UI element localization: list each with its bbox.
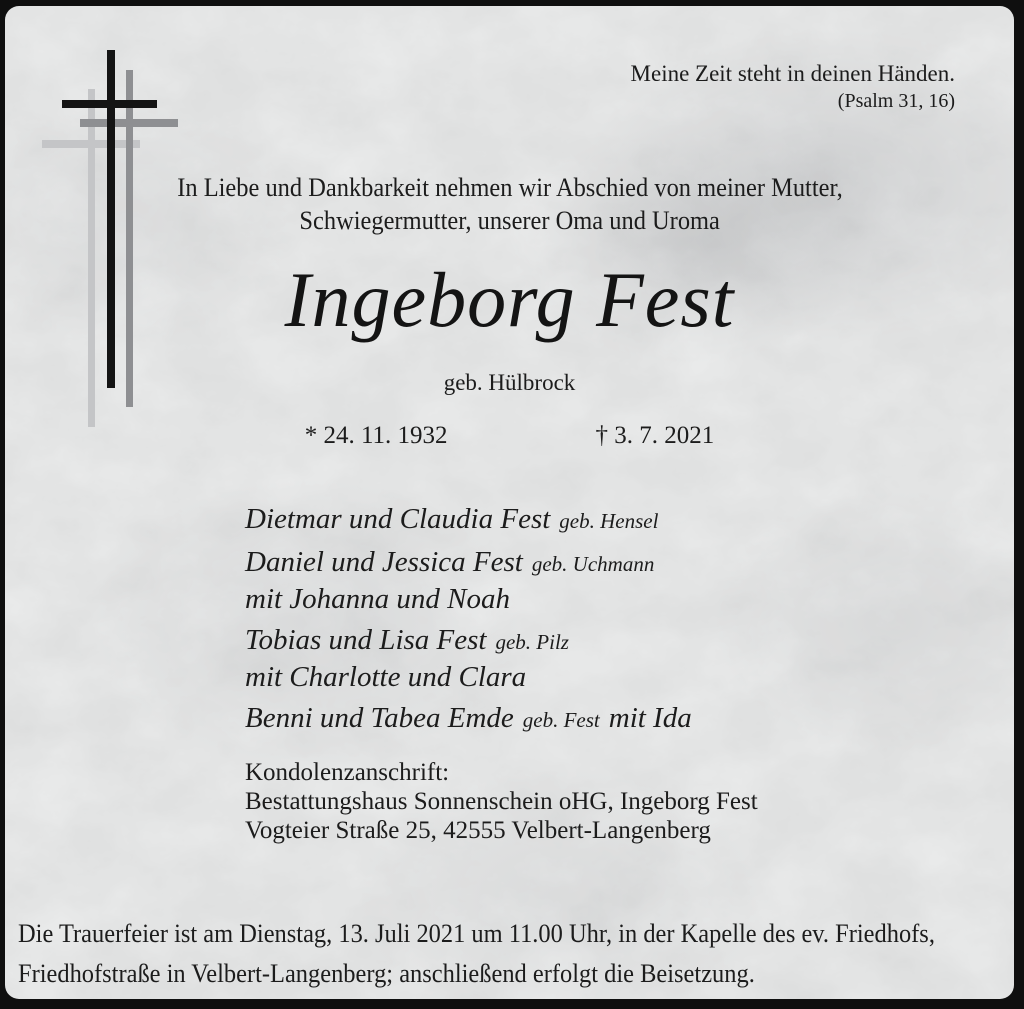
mourner-maiden-name: geb. Uchmann	[531, 552, 655, 576]
mourner-group	[245, 701, 692, 738]
epigraph	[631, 60, 955, 114]
mourner-maiden-name: geb. Pilz	[495, 630, 569, 654]
mourner-children: mit Ida	[608, 702, 692, 734]
mourner-children: mit Charlotte und Clara	[245, 661, 527, 693]
deceased-name: Ingeborg Fest	[284, 256, 735, 343]
funeral-line-2: Friedhofstraße in Velbert-Langenberg; anschließend erfolgt die Beisetzung.	[18, 959, 755, 988]
intro-line-1: In Liebe und Dankbarkeit nehmen wir Abschied von meiner Mutter,	[176, 173, 843, 202]
condolence-line-2: Vogteier Straße 25, 42555 Velbert-Langenberg	[245, 817, 711, 844]
mourner-names: Tobias und Lisa Fest	[245, 624, 487, 656]
epigraph-quote: Meine Zeit steht in deinen Händen.	[630, 61, 955, 86]
birth-date: * 24. 11. 1932	[304, 422, 448, 449]
condolence-line-1: Bestattungshaus Sonnenschein oHG, Ingeborg Fest	[245, 788, 758, 815]
card-content	[5, 6, 1014, 999]
funeral-line-1: Die Trauerfeier ist am Dienstag, 13. Juli 2021 um 11.00 Uhr, in der Kapelle des ev. Friedhofs,	[18, 919, 935, 948]
condolence-label: Kondolenzanschrift:	[245, 759, 450, 786]
mourner-group	[245, 623, 692, 695]
mourners-list	[245, 502, 692, 744]
death-date: † 3. 7. 2021	[595, 422, 715, 449]
mourner-names: Daniel und Jessica Fest	[245, 546, 523, 578]
mourner-row	[245, 545, 692, 582]
mourner-row	[245, 623, 692, 660]
mourner-group	[245, 502, 692, 539]
mourner-row	[245, 502, 692, 539]
mourner-row	[245, 701, 692, 738]
mourner-names: Benni und Tabea Emde	[245, 702, 514, 734]
funeral-info	[18, 914, 1006, 994]
epigraph-source: (Psalm 31, 16)	[837, 90, 955, 112]
life-dates	[5, 422, 1014, 450]
intro-line-2: Schwiegermutter, unserer Oma und Uroma	[299, 206, 720, 235]
maiden-name: geb. Hülbrock	[443, 370, 576, 395]
intro-text	[5, 171, 1014, 237]
condolence-address	[245, 758, 758, 845]
card-paper	[5, 6, 1014, 999]
mourner-children: mit Johanna und Noah	[245, 583, 511, 615]
mourner-maiden-name: geb. Fest	[522, 708, 600, 732]
mourner-names: Dietmar und Claudia Fest	[245, 503, 551, 535]
mourner-maiden-name: geb. Hensel	[559, 509, 659, 533]
mourner-group	[245, 545, 692, 617]
